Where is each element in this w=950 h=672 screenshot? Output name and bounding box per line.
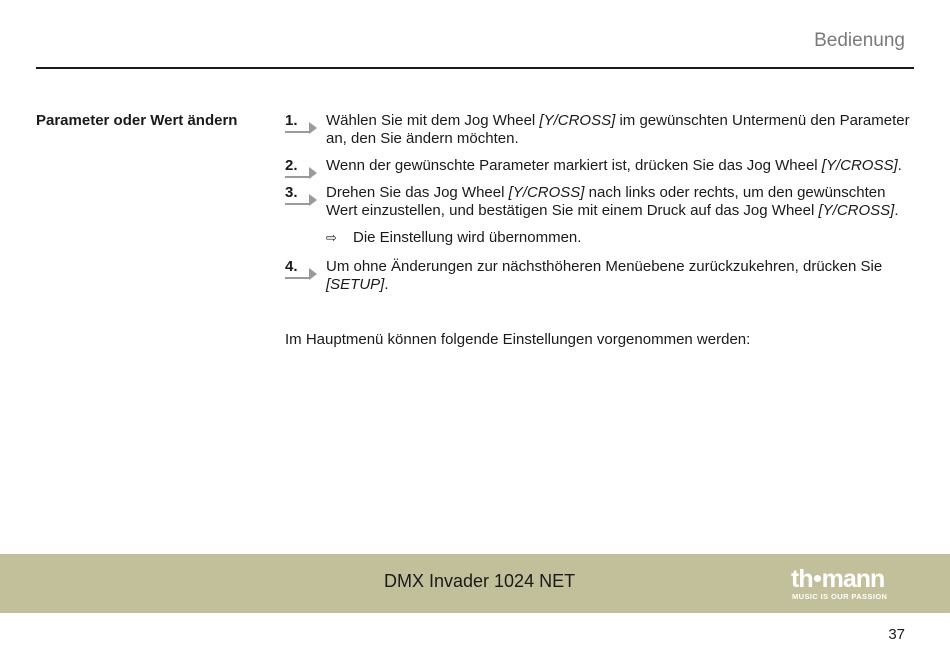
step-arrow-icon (309, 122, 317, 134)
logo-tagline: MUSIC IS OUR PASSION (792, 592, 888, 601)
step-number: 1. (285, 112, 319, 132)
page-number: 37 (888, 626, 905, 643)
step-2 (285, 157, 910, 175)
logo-dot-icon (814, 575, 821, 582)
step-text: im gewünschten Untermenü den Parameter an, den Sie ändern möchten. (326, 112, 910, 147)
step-text: Um ohne Änderungen zur nächsthöheren Menüebene zurückzukehren, drücken Sie (326, 258, 883, 275)
step-arrow-icon (309, 194, 317, 206)
control-label: [SETUP] (326, 276, 385, 293)
step-number: 2. (285, 157, 319, 177)
step-arrow-icon (309, 268, 317, 280)
step-arrow-icon (309, 167, 317, 179)
product-name: DMX Invader 1024 NET (384, 571, 576, 591)
step-result (285, 229, 910, 247)
instruction-steps (285, 112, 910, 294)
step-text: . (384, 276, 389, 293)
step-number: 4. (285, 258, 319, 278)
step-text: Wenn der gewünschte Parameter markiert ist, drücken Sie das Jog Wheel (326, 157, 822, 174)
step-underline (285, 203, 311, 205)
result-text: Die Einstellung wird übernommen. (353, 229, 582, 246)
step-text: . (897, 157, 902, 174)
intro-paragraph: Im Hauptmenü können folgende Einstellungen vorgenommen werden: (285, 331, 751, 348)
step-4 (285, 258, 910, 294)
header-divider (36, 67, 914, 69)
step-text: Drehen Sie das Jog Wheel (326, 184, 509, 201)
control-label: [Y/CROSS] (818, 202, 895, 219)
control-label: [Y/CROSS] (508, 184, 585, 201)
page-section-title: Bedienung (814, 30, 905, 51)
control-label: [Y/CROSS] (821, 157, 898, 174)
thomann-logo (791, 566, 906, 602)
step-text: nach links oder rechts, um den gewünschten Wert einzustellen, und bestätigen Sie mit einem Druck auf das Jog Wheel (326, 184, 886, 219)
section-heading: Parameter oder Wert ändern (36, 112, 238, 129)
step-1 (285, 112, 910, 148)
arrow-right-outline-icon: ⇨ (326, 230, 337, 245)
step-3 (285, 184, 910, 220)
step-underline (285, 131, 311, 133)
step-text: Wählen Sie mit dem Jog Wheel (326, 112, 540, 129)
step-number: 3. (285, 184, 319, 204)
control-label: [Y/CROSS] (539, 112, 616, 129)
step-underline (285, 277, 311, 279)
logo-wordmark: th mann (791, 565, 885, 593)
step-text: . (894, 202, 899, 219)
step-underline (285, 176, 311, 178)
